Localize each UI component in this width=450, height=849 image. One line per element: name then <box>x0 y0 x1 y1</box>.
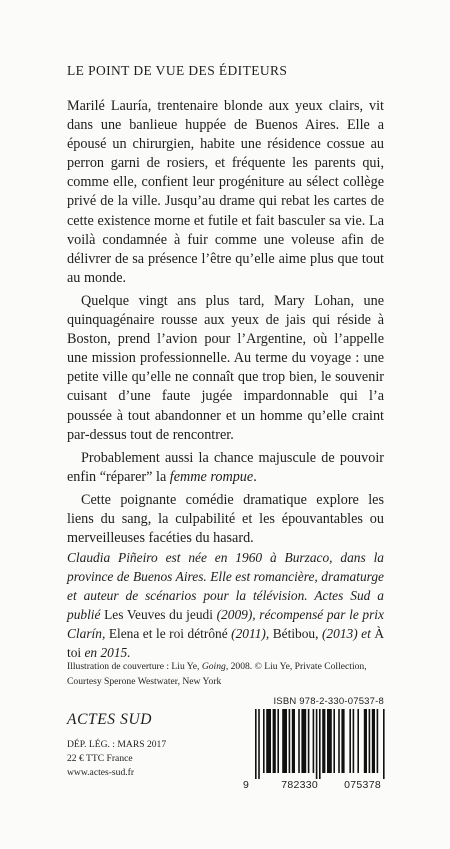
book-title-elena: Elena et le roi détrôné <box>108 626 228 641</box>
barcode-digits <box>243 779 385 791</box>
barcode-guard-bar <box>319 709 321 779</box>
legal-deposit: DÉP. LÉG. : MARS 2017 <box>67 739 167 750</box>
credit-text-1: Illustration de couverture : Liu Ye, <box>67 661 202 672</box>
legal-info <box>67 738 166 779</box>
barcode-bar <box>333 709 335 773</box>
barcode-guard-bar <box>258 709 260 779</box>
barcode-bar <box>349 709 351 773</box>
barcode-bar <box>292 709 295 773</box>
credit-text-2: , 2008. © Liu Ye, Private Collection, Courtesy Sperone Westwater, New York <box>67 661 367 687</box>
barcode-bar <box>298 709 300 773</box>
barcode-bar <box>341 709 344 773</box>
barcode-guard-bar <box>255 709 257 779</box>
barcode-bar <box>338 709 340 773</box>
blurb-paragraph-1: Marilé Lauría, trentenaire blonde aux yeux clairs, vit dans une banlieue huppée de Buenos Aires. Elle a épousé un chirurgien, habite une résidence cossue au perron garni de rosiers, et fréquente les parents qui, comme elle, confient leur progéniture au sélect collège privé de la ville. Jusqu’au drame qui rebat les cartes de cette existence morne et futile et fait basculer sa vie. La voilà condamnée à fuir comme une voleuse afin de délivrer de sa présence l’être qu’elle aime plus que tout au monde. <box>67 98 384 286</box>
barcode-digit-group-1: 782330 <box>281 779 319 791</box>
barcode-digit-lead: 9 <box>243 779 250 791</box>
blurb-emphasis: femme rompue <box>169 468 254 485</box>
isbn: ISBN 978-2-330-07537-8 <box>273 696 384 707</box>
barcode-bar <box>369 709 371 773</box>
book-title-a-toi: À toi <box>67 626 384 660</box>
barcode-bar <box>322 709 325 773</box>
publisher-name: ACTES SUD <box>67 711 153 728</box>
blurb-paragraph-3 <box>67 449 384 487</box>
blurb-paragraph-2: Quelque vingt ans plus tard, Mary Lohan, une quinquagénaire rousse aux yeux de jais qui réside à Boston, prend l’avion pour l’Argentine, où l’appelle une mission professionnelle. Au terme du voyage : une petite ville qu’elle ne connaît que trop bien, le souvenir cuisant d’une faute jugée impardonnable qui l’a poussée à tout abandonner et un homme qu’elle craint par-dessus tout de rencontrer. <box>67 292 384 443</box>
website: www.actes-sud.fr <box>67 766 135 778</box>
barcode-guard-bar <box>383 709 385 779</box>
blurb-paragraph-3-text: Probablement aussi la chance majuscule de pouvoir enfin “réparer” la <box>67 449 384 485</box>
barcode-bar <box>313 709 315 773</box>
barcode-bar <box>327 709 332 773</box>
barcode-bar <box>372 709 375 773</box>
author-bio-text-4: (2013) et <box>318 626 375 641</box>
barcode-bar <box>353 709 355 773</box>
blurb-paragraph-3-end: . <box>253 468 257 485</box>
cover-illustration-credit <box>67 660 384 689</box>
barcode-bar <box>277 709 279 773</box>
author-bio-text-3: (2011), <box>227 626 273 641</box>
barcode-bar <box>282 709 287 773</box>
barcode-digit-group-2: 075378 <box>344 779 381 791</box>
barcode-bar <box>308 709 310 773</box>
credit-work-title: Going <box>201 661 226 672</box>
author-bio <box>67 548 384 662</box>
book-title-betibou: Bétibou, <box>272 626 319 641</box>
barcode-bar <box>289 709 291 773</box>
blurb-text <box>67 97 384 552</box>
barcode-guard-bar <box>316 709 318 779</box>
barcode-bar <box>273 709 276 773</box>
author-bio-text-2: (2009), récompensé par le prix Clarín, <box>67 607 384 641</box>
section-heading: LE POINT DE VUE DES ÉDITEURS <box>67 63 288 78</box>
barcode-bar <box>357 709 359 773</box>
barcode-bar <box>301 709 306 773</box>
author-bio-text-5: en 2015. <box>81 645 131 660</box>
barcode-bar <box>364 709 367 773</box>
barcode-bar <box>377 709 379 773</box>
book-title-veuves: Les Veuves du jeudi <box>104 607 213 622</box>
author-bio-text-1: Claudia Piñeiro est née en 1960 à Burzaco, dans la province de Buenos Aires. Elle est romancière, dramaturge et auteur de scénarios pour la télévision. Actes Sud a publié <box>67 550 384 622</box>
barcode-bar <box>266 709 271 773</box>
price: 22 € TTC France <box>67 752 133 764</box>
barcode-bars <box>243 709 385 779</box>
barcode-bar <box>263 709 265 773</box>
blurb-paragraph-4: Cette poignante comédie dramatique explore les liens du sang, la culpabilité et les épouvantables ou merveilleuses facéties du hasard. <box>67 491 384 547</box>
